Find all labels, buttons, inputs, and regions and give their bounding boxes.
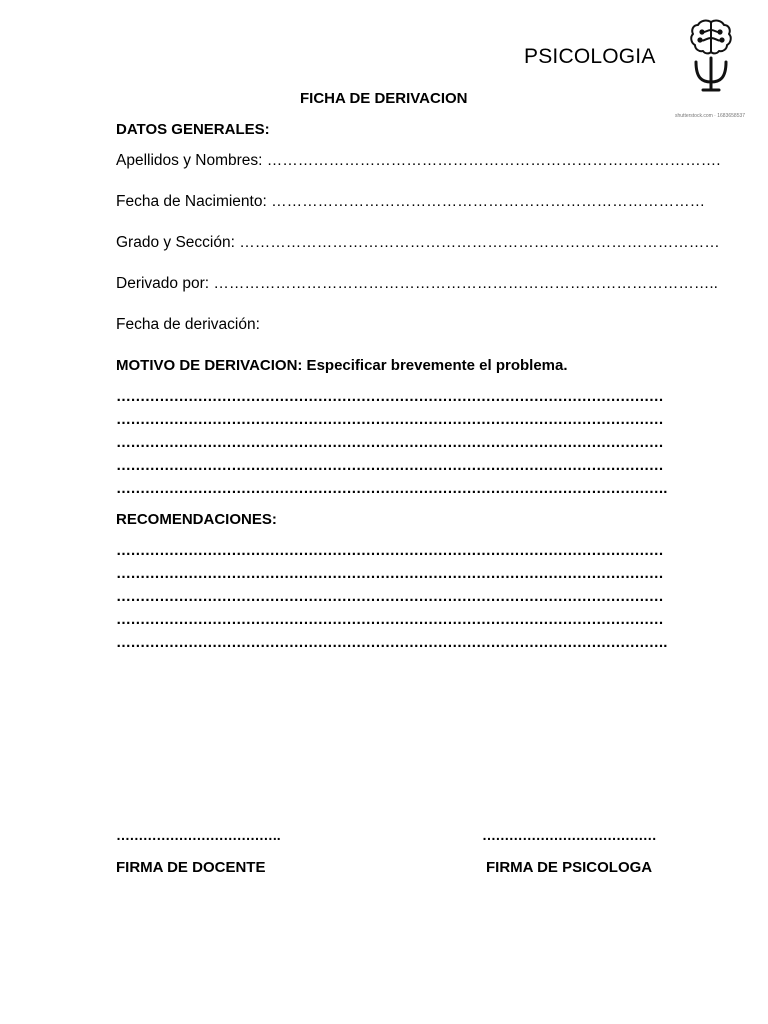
recomendaciones-line: …………………………………………………………………………………………………… bbox=[116, 611, 664, 628]
field-fecha-derivacion: Fecha de derivación: bbox=[116, 316, 260, 333]
field-fecha-nacimiento: Fecha de Nacimiento: ………………………………………………………………………… bbox=[116, 193, 706, 210]
recomendaciones-heading: RECOMENDACIONES: bbox=[116, 511, 277, 528]
motivo-line: ……………………………………………………………………………………………………. bbox=[116, 480, 667, 497]
signature-label-psicologa: FIRMA DE PSICOLOGA bbox=[486, 859, 653, 876]
document-title: FICHA DE DERIVACION bbox=[300, 90, 468, 107]
signature-line-psicologa: ………………………………… bbox=[482, 827, 657, 843]
general-data-heading: DATOS GENERALES: bbox=[116, 121, 270, 138]
motivo-heading: MOTIVO DE DERIVACION: Especificar brevemente el problema. bbox=[116, 357, 568, 374]
field-grado-seccion: Grado y Sección: ………………………………………………………………………………… bbox=[116, 234, 720, 251]
motivo-line: …………………………………………………………………………………………………… bbox=[116, 411, 664, 428]
recomendaciones-line: …………………………………………………………………………………………………… bbox=[116, 588, 664, 605]
motivo-line: …………………………………………………………………………………………………… bbox=[116, 457, 664, 474]
motivo-line: …………………………………………………………………………………………………… bbox=[116, 388, 664, 405]
signature-label-docente: FIRMA DE DOCENTE bbox=[116, 859, 266, 876]
signature-line-docente: ………………………………. bbox=[116, 827, 281, 843]
field-derivado-por: Derivado por: …………………………………………………………………………………….. bbox=[116, 275, 718, 292]
recomendaciones-line: ……………………………………………………………………………………………………. bbox=[116, 634, 667, 651]
recomendaciones-line: …………………………………………………………………………………………………… bbox=[116, 565, 664, 582]
field-nombres: Apellidos y Nombres: ……………………………………………………………………………. bbox=[116, 152, 721, 169]
brain-psi-icon bbox=[688, 18, 734, 92]
recomendaciones-line: …………………………………………………………………………………………………… bbox=[116, 542, 664, 559]
motivo-line: …………………………………………………………………………………………………… bbox=[116, 434, 664, 451]
stock-caption: shutterstock.com · 1683658537 bbox=[675, 113, 746, 119]
header-title: PSICOLOGIA bbox=[524, 45, 656, 68]
